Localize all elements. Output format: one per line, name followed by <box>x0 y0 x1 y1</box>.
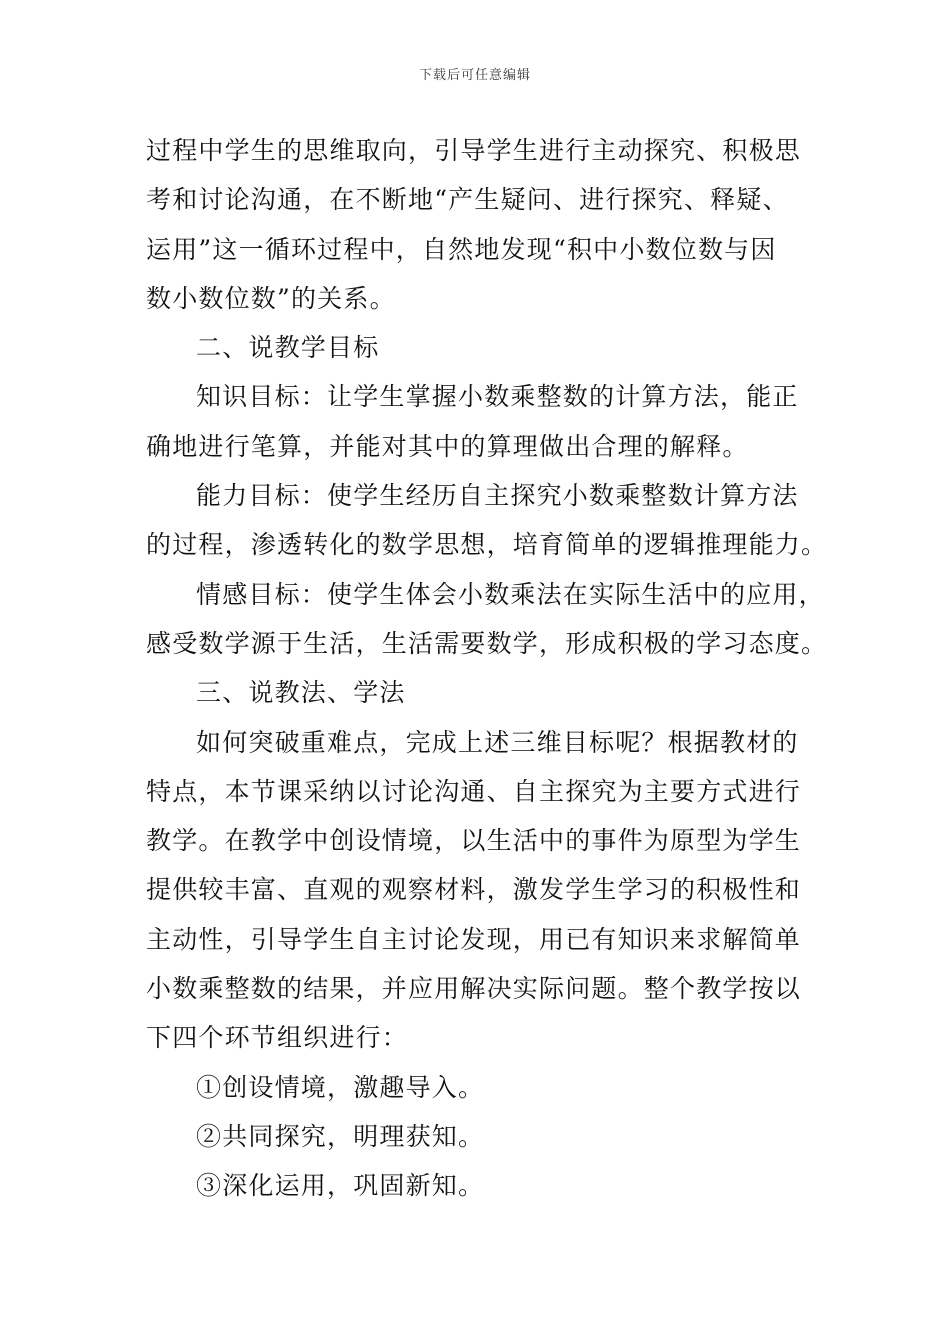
paragraph-line: 数小数位数”的关系。 <box>146 283 396 313</box>
section-heading: 三、说教法、学法 <box>196 678 406 708</box>
paragraph-line: 特点，本节课采纳以讨论沟通、自主探究为主要方式进行 <box>146 776 802 806</box>
list-item: ①创设情境，激趣导入。 <box>196 1072 485 1102</box>
paragraph-line: 运用”这一循环过程中，自然地发现“积中小数位数与因 <box>146 234 777 264</box>
paragraph-line: 能力目标：使学生经历自主探究小数乘整数计算方法 <box>196 481 799 511</box>
section-heading: 二、说教学目标 <box>196 333 380 363</box>
paragraph-line: 考和讨论沟通，在不断地“产生疑问、进行探究、释疑、 <box>146 185 789 215</box>
paragraph-line: 如何突破重难点，完成上述三维目标呢？根据教材的 <box>196 727 799 757</box>
paragraph-line: 过程中学生的思维取向，引导学生进行主动探究、积极思 <box>146 136 802 165</box>
page-header: 下载后可任意编辑 <box>418 68 531 83</box>
paragraph-line: 感受数学源于生活，生活需要数学，形成积极的学习态度。 <box>146 628 828 658</box>
paragraph-line: 确地进行笔算，并能对其中的算理做出合理的解释。 <box>146 431 749 461</box>
paragraph-line: 小数乘整数的结果，并应用解决实际问题。整个教学按以 <box>146 974 802 1004</box>
paragraph-line: 情感目标：使学生体会小数乘法在实际生活中的应用， <box>196 579 825 609</box>
paragraph-line: 提供较丰富、直观的观察材料，激发学生学习的积极性和 <box>146 875 802 905</box>
document-body <box>146 126 828 1211</box>
paragraph-line: 知识目标：让学生掌握小数乘整数的计算方法，能正 <box>196 382 799 412</box>
list-item: ③深化运用，巩固新知。 <box>196 1171 485 1201</box>
paragraph-line: 的过程，渗透转化的数学思想，培育简单的逻辑推理能力。 <box>146 530 828 560</box>
paragraph-line: 主动性，引导学生自主讨论发现，用已有知识来求解简单 <box>146 924 802 954</box>
list-item: ②共同探究，明理获知。 <box>196 1121 485 1151</box>
paragraph-line: 下四个环节组织进行： <box>146 1023 409 1053</box>
paragraph-line: 教学。在教学中创设情境，以生活中的事件为原型为学生 <box>146 826 802 856</box>
